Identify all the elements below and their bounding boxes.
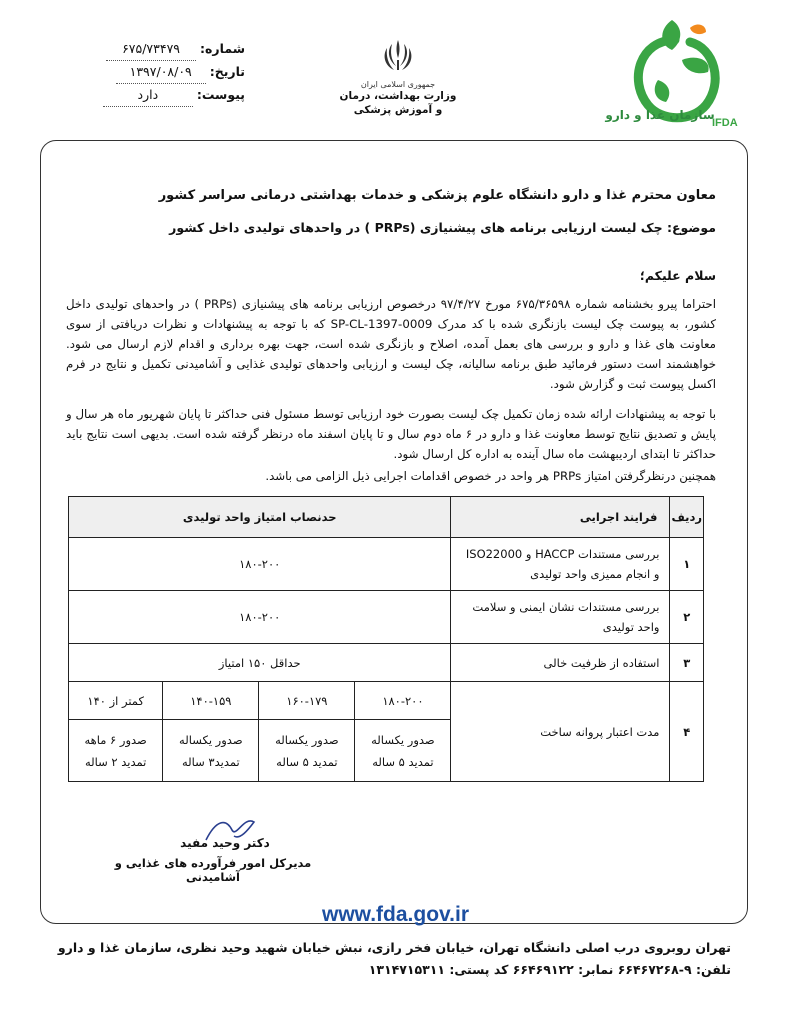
score-range: کمتر از ۱۴۰ xyxy=(69,682,163,720)
ministry-header xyxy=(318,36,478,117)
date-value: ۱۳۹۷/۰۸/۰۹ xyxy=(116,61,206,84)
footer-address: تهران روبروی درب اصلی دانشگاه تهران، خیابان فخر رازی، نبش خیابان شهید وحید نظری، سازمان غذا و دارو xyxy=(57,940,731,955)
letter-meta xyxy=(85,38,245,107)
score-range: ۱۴۰-۱۵۹ xyxy=(163,682,259,720)
row-process: استفاده از ظرفیت خالی xyxy=(451,644,670,682)
table-row xyxy=(69,682,704,720)
score-range: ۱۸۰-۲۰۰ xyxy=(355,682,451,720)
table-row xyxy=(69,538,704,591)
row-number: ۳ xyxy=(670,644,704,682)
validity-cell: صدور یکساله تمدید۳ ساله xyxy=(163,720,259,782)
row-number: ۱ xyxy=(670,538,704,591)
header-process: فرایند اجرایی xyxy=(451,497,670,538)
signatory-title: مدیرکل امور فرآورده های غذایی و آشامیدنی xyxy=(114,856,312,884)
row-number: ۴ xyxy=(670,682,704,782)
ministry-line2: وزارت بهداشت، درمان xyxy=(339,90,457,102)
row-score: ۱۸۰-۲۰۰ xyxy=(69,591,451,644)
table-header-row xyxy=(69,497,704,538)
row-score: حداقل ۱۵۰ امتیاز xyxy=(69,644,451,682)
number-label: شماره: xyxy=(200,41,245,56)
logo-text: سازمان غذا و دارو xyxy=(605,108,715,122)
row-number: ۲ xyxy=(670,591,704,644)
row-process: مدت اعتبار پروانه ساخت xyxy=(451,682,670,782)
validity-cell: صدور ۶ ماهه تمدید ۲ ساله xyxy=(69,720,163,782)
ministry-line1: جمهوری اسلامی ایران xyxy=(360,80,436,89)
table-row xyxy=(69,644,704,682)
paragraph-2: با توجه به پیشنهادات ارائه شده زمان تکمیل چک لیست بصورت خود ارزیابی توسط مسئول فنی حداکثر تا پایان شهریور ماه هر سال و پایش و تصدیق نتایج توسط معاونت غذا و دارو در ۶ ماه دوم سال و تا پایان اسفند ماه درنظر گرفته شده است. بدیهی است نتایج باید حداکثر تا ابتدای اردیبهشت ماه سال آینده به اداره کل ارسال شود. xyxy=(66,407,716,461)
ministry-line3: و آموزش پزشکی xyxy=(353,104,443,116)
footer-phone: تلفن: ۹-۶۶۴۶۷۲۶۸ نمابر: ۶۶۴۶۹۱۲۲ کد پستی: ۱۳۱۴۷۱۵۳۱۱ xyxy=(368,962,731,977)
row-score: ۱۸۰-۲۰۰ xyxy=(69,538,451,591)
row-process: بررسی مستندات HACCP و ISO22000 و انجام ممیزی واحد تولیدی xyxy=(451,538,670,591)
ifda-abbr: IFDA xyxy=(712,117,738,129)
table-row xyxy=(69,591,704,644)
validity-cell: صدور یکساله تمدید ۵ ساله xyxy=(355,720,451,782)
header-score: حدنصاب امتیاز واحد تولیدی xyxy=(69,497,451,538)
greeting: سلام علیکم؛ xyxy=(639,268,716,283)
score-range: ۱۶۰-۱۷۹ xyxy=(259,682,355,720)
signatory-name: دکتر وحید مفید xyxy=(180,836,270,850)
iran-emblem-icon xyxy=(378,36,418,74)
attachment-value: دارد xyxy=(103,84,193,107)
date-label: تاریخ: xyxy=(209,64,245,79)
row-process: بررسی مستندات نشان ایمنی و سلامت واحد تولیدی xyxy=(451,591,670,644)
header-row-number: ردیف xyxy=(670,497,704,538)
number-value: ۶۷۵/۷۳۴۷۹ xyxy=(106,38,196,61)
paragraph-3: همچنین درنظرگرفتن امتیاز PRPs هر واحد در خصوص اقدامات اجرایی ذیل الزامی می باشد. xyxy=(265,469,716,483)
validity-cell: صدور یکساله تمدید ۵ ساله xyxy=(259,720,355,782)
subject: موضوع: چک لیست ارزیابی برنامه های پیشنیازی (PRPs ) در واحدهای تولیدی داخل کشور xyxy=(169,220,716,235)
website-link[interactable]: www.fda.gov.ir xyxy=(321,903,469,926)
attachment-label: پیوست: xyxy=(196,87,245,102)
paragraph-1: احتراما پیرو بخشنامه شماره ۶۷۵/۳۶۵۹۸ مورخ ۹۷/۴/۲۷ درخصوص ارزیابی برنامه های پیشنیازی (PRPs ) در واحدهای تولیدی داخل کشور، به پیوست چک لیست بازنگری شده با کد مدرک SP-CL-1397-0009 که با توجه به پیشنهادات و نظرات دریافتی از سوی معاونت های غذا و دارو و بررسی های بعمل آمده، اصلاح و بازنگری شده است، جهت بهره برداری و اقدام لازم ارسال می شود. خواهشمند است دستور فرمائید طبق برنامه سالیانه، چک لیست و ارزیابی واحدهای تولیدی غذایی و آشامیدنی تکمیل و نتایج در فرم اکسل پیوست ثبت و گزارش شود. xyxy=(66,297,716,391)
addressee: معاون محترم غذا و دارو دانشگاه علوم پزشکی و خدمات بهداشتی درمانی سراسر کشور xyxy=(158,188,716,203)
requirements-table xyxy=(68,496,704,782)
